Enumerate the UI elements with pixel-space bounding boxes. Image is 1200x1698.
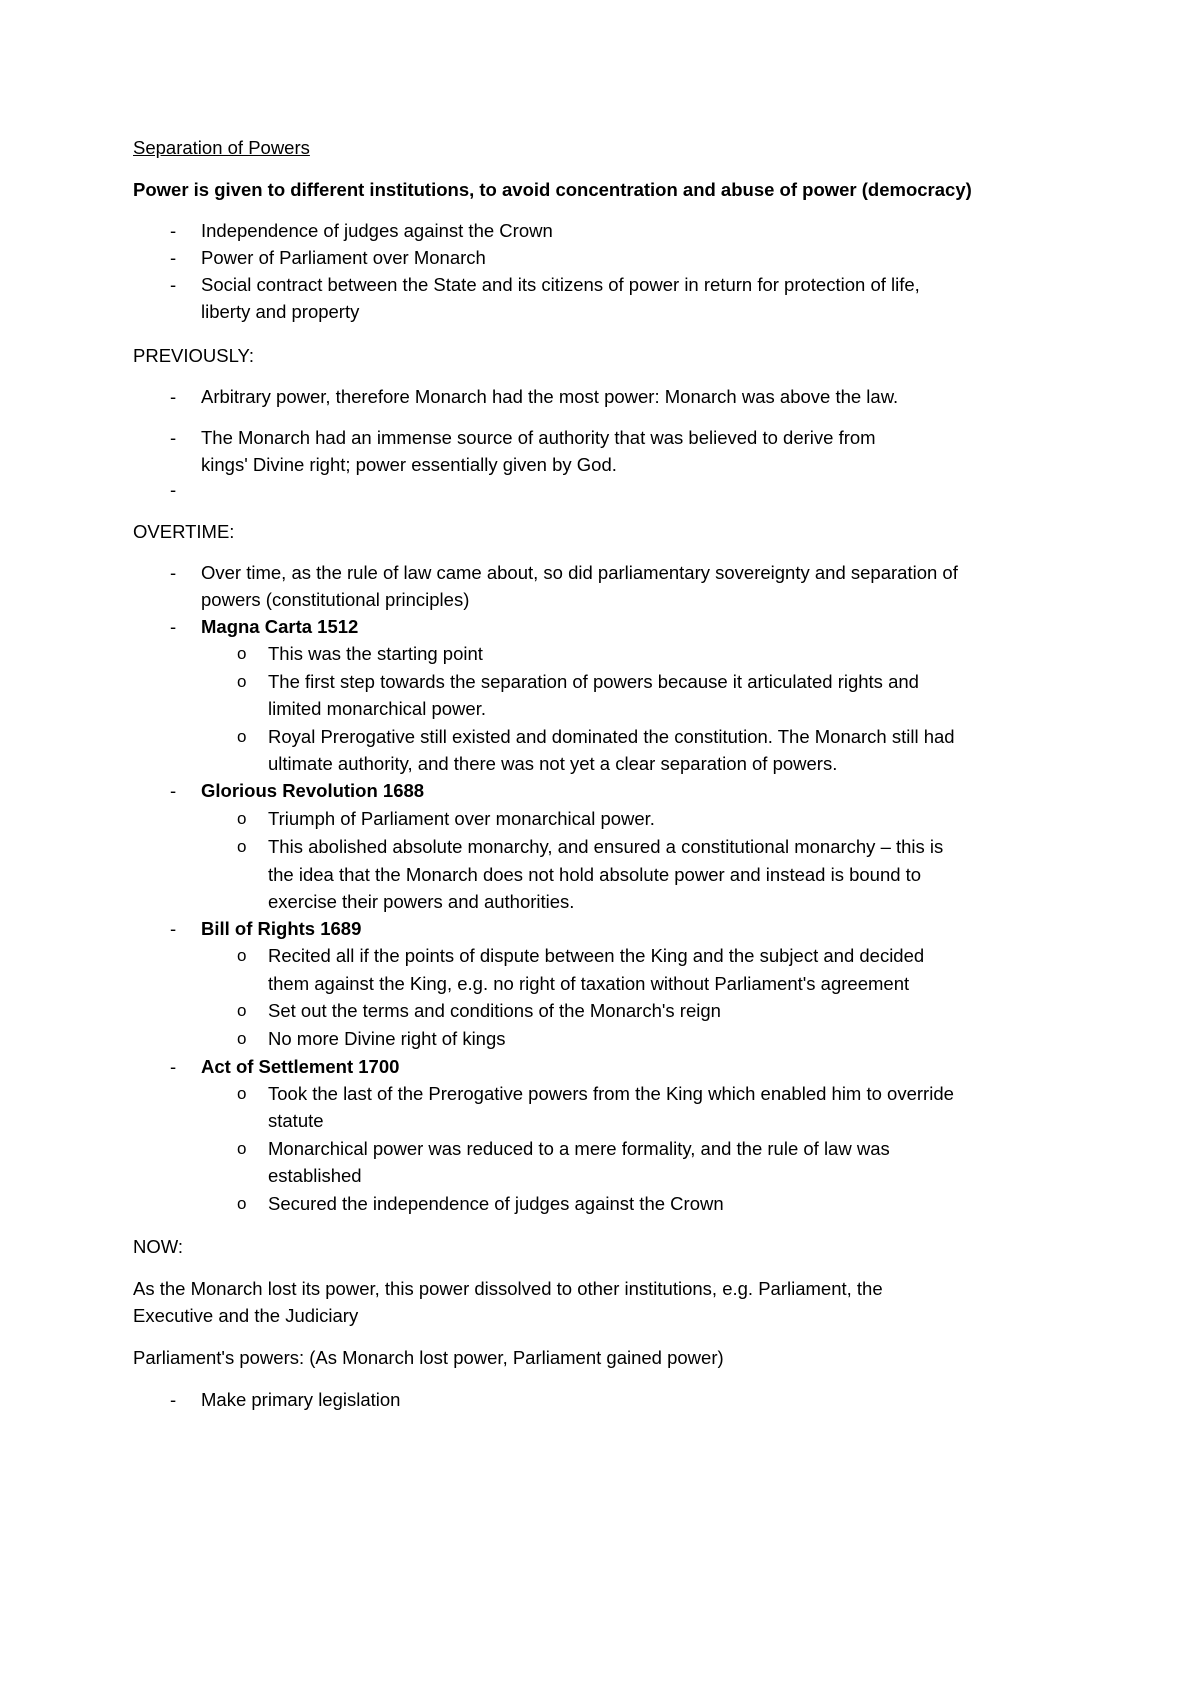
sub-list-item: This abolished absolute monarchy, and ensured a constitutional monarchy – this is — [268, 836, 944, 857]
sub-list-item-continued: established — [268, 1165, 362, 1186]
section-heading-previously: PREVIOUSLY: — [133, 345, 254, 366]
list-item: Over time, as the rule of law came about, so did parliamentary sovereignty and separation of — [201, 562, 958, 583]
section-heading-overtime: OVERTIME: — [133, 521, 235, 542]
o-bullet: o — [237, 1084, 247, 1103]
dash-bullet: - — [170, 1056, 177, 1077]
list-item: The Monarch had an immense source of authority that was believed to derive from — [201, 427, 876, 448]
list-item: Power of Parliament over Monarch — [201, 247, 486, 268]
sub-list-item: Royal Prerogative still existed and dominated the constitution. The Monarch still had — [268, 726, 955, 747]
o-bullet: o — [237, 672, 247, 691]
o-bullet: o — [237, 1194, 247, 1213]
dash-bullet: - — [170, 220, 177, 241]
dash-bullet: - — [170, 274, 177, 295]
sub-list-item-continued: ultimate authority, and there was not yet a clear separation of powers. — [268, 753, 838, 774]
o-bullet: o — [237, 946, 247, 965]
paragraph: Parliament's powers: (As Monarch lost power, Parliament gained power) — [133, 1347, 724, 1368]
sub-list-item: Secured the independence of judges against the Crown — [268, 1193, 724, 1214]
page-title: Separation of Powers — [133, 137, 310, 158]
dash-bullet: - — [170, 616, 177, 637]
sub-list-item-continued: statute — [268, 1110, 324, 1131]
dash-bullet: - — [170, 427, 177, 448]
dash-bullet: - — [170, 562, 177, 583]
list-item: Arbitrary power, therefore Monarch had the most power: Monarch was above the law. — [201, 386, 899, 407]
sub-list-item-continued: them against the King, e.g. no right of taxation without Parliament's agreement — [268, 973, 910, 994]
dash-bullet: - — [170, 1389, 177, 1410]
sub-list-item: The first step towards the separation of powers because it articulated rights and — [268, 671, 919, 692]
list-item: Make primary legislation — [201, 1389, 401, 1410]
sub-list-item: Triumph of Parliament over monarchical power. — [268, 808, 655, 829]
paragraph: As the Monarch lost its power, this power dissolved to other institutions, e.g. Parliament, the — [133, 1278, 883, 1299]
list-item: Social contract between the State and its citizens of power in return for protection of life, — [201, 274, 920, 295]
dash-bullet: - — [170, 386, 177, 407]
o-bullet: o — [237, 644, 247, 663]
o-bullet: o — [237, 727, 247, 746]
o-bullet: o — [237, 1001, 247, 1020]
dash-bullet: - — [170, 918, 177, 939]
subheading-magna-carta: Magna Carta 1512 — [201, 616, 359, 637]
dash-bullet: - — [170, 247, 177, 268]
list-item-continued: powers (constitutional principles) — [201, 589, 470, 610]
dash-bullet: - — [170, 780, 177, 801]
sub-list-item: Monarchical power was reduced to a mere formality, and the rule of law was — [268, 1138, 890, 1159]
o-bullet: o — [237, 809, 247, 828]
list-item-continued: kings' Divine right; power essentially given by God. — [201, 454, 617, 475]
list-item: Independence of judges against the Crown — [201, 220, 553, 241]
sub-list-item: Set out the terms and conditions of the Monarch's reign — [268, 1000, 721, 1021]
sub-list-item-continued: the idea that the Monarch does not hold absolute power and instead is bound to — [268, 864, 922, 885]
intro-statement: Power is given to different institutions, to avoid concentration and abuse of power (democracy) — [133, 179, 972, 200]
dash-bullet-empty: - — [170, 479, 177, 500]
sub-list-item: This was the starting point — [268, 643, 483, 664]
sub-list-item: Recited all if the points of dispute between the King and the subject and decided — [268, 945, 925, 966]
sub-list-item: No more Divine right of kings — [268, 1028, 506, 1049]
subheading-bill-of-rights: Bill of Rights 1689 — [201, 918, 362, 939]
list-item-continued: liberty and property — [201, 301, 360, 322]
o-bullet: o — [237, 1139, 247, 1158]
paragraph-continued: Executive and the Judiciary — [133, 1305, 359, 1326]
o-bullet: o — [237, 1029, 247, 1048]
section-heading-now: NOW: — [133, 1236, 184, 1257]
subheading-glorious-revolution: Glorious Revolution 1688 — [201, 780, 425, 801]
subheading-act-of-settlement: Act of Settlement 1700 — [201, 1056, 400, 1077]
o-bullet: o — [237, 837, 247, 856]
sub-list-item-continued: limited monarchical power. — [268, 698, 486, 719]
sub-list-item-continued: exercise their powers and authorities. — [268, 891, 575, 912]
sub-list-item: Took the last of the Prerogative powers from the King which enabled him to override — [268, 1083, 954, 1104]
